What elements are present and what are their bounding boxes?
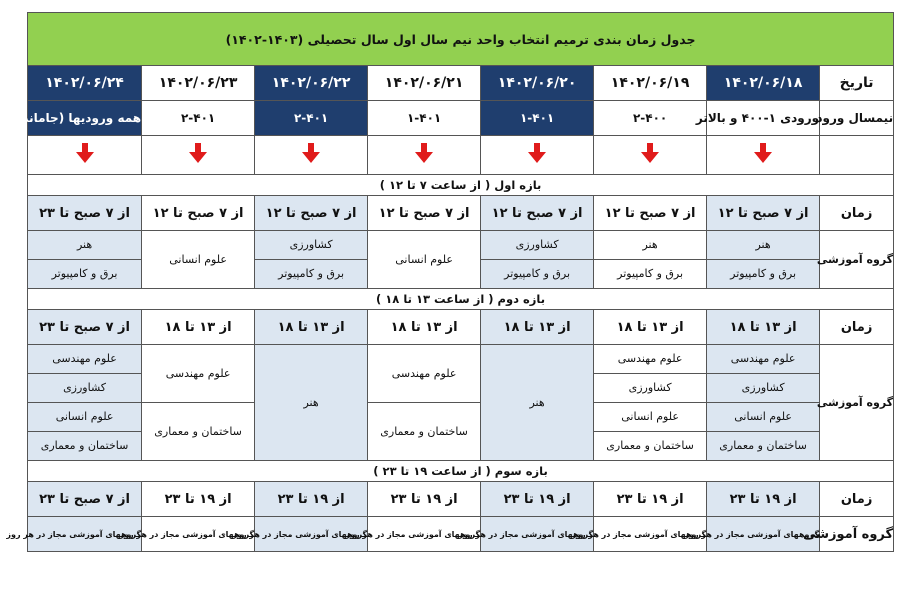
title-row [28,13,894,66]
date-cell: ۱۴۰۲/۰۶/۱۹ [594,66,707,101]
group-item: علوم مهندسی [28,345,141,374]
group-item: ساختمان و معماری [380,425,468,438]
group-cell: گروههای آموزشی مجاز در هر روز [255,517,368,552]
group-cell: گروههای آموزشی مجاز در هر روز [594,517,707,552]
date-header: تاریخ [820,66,894,101]
group-item: کشاورزی [481,231,593,260]
group-item: علوم مهندسی [707,345,819,374]
time-cell: از ۱۹ تا ۲۳ [481,482,594,517]
group-cell [28,231,142,289]
group-cell: هنر [481,345,594,461]
group-cell: گروههای آموزشی مجاز در هر روز [368,517,481,552]
group-item: علوم انسانی [707,403,819,432]
period-2-group-row [28,345,894,461]
group-item: علوم انسانی [28,403,141,432]
group-item: کشاورزی [28,374,141,403]
group-item: علوم مهندسی [368,345,480,403]
date-cell: ۱۴۰۲/۰۶/۲۱ [368,66,481,101]
entry-cell: ۲-۴۰۱ [142,101,255,136]
entry-cell: ورودی ۱-۴۰۰ و بالاتر [707,101,820,136]
time-cell: از ۷ صبح تا ۱۲ [594,196,707,231]
group-header: گروه آموزشی [820,231,894,289]
group-cell [707,231,820,289]
group-cell: گروههای آموزشی مجاز در هر روز [142,517,255,552]
time-cell: از ۱۹ تا ۲۳ [707,482,820,517]
group-item: هنر [28,231,141,260]
time-cell: از ۱۳ تا ۱۸ [368,310,481,345]
group-header: گروه آموزشی [820,345,894,461]
entry-header: نیمسال ورود [820,101,894,136]
date-cell: ۱۴۰۲/۰۶/۲۲ [255,66,368,101]
down-arrow-icon [142,136,255,175]
time-cell: از ۱۹ تا ۲۳ [142,482,255,517]
table-title: جدول زمان بندی ترمیم انتخاب واحد نیم سال اول سال تحصیلی (۱۴۰۳-۱۴۰۲) [28,13,894,66]
group-cell: علوم انسانی [142,231,255,289]
down-arrow-icon [368,136,481,175]
group-item: علوم انسانی [594,403,706,432]
group-item: برق و کامپیوتر [51,267,118,280]
date-cell: ۱۴۰۲/۰۶/۲۳ [142,66,255,101]
arrow-header-empty [820,136,894,175]
period-3-label: بازه سوم ( از ساعت ۱۹ تا ۲۳ ) [28,461,894,482]
group-cell: گروههای آموزشی مجاز در هر روز [707,517,820,552]
time-cell: از ۱۳ تا ۱۸ [255,310,368,345]
entry-cell: ۱-۴۰۱ [481,101,594,136]
entry-cell: ۱-۴۰۱ [368,101,481,136]
time-cell: از ۱۳ تا ۱۸ [142,310,255,345]
period-1-time-row [28,196,894,231]
period-1-label: بازه اول ( از ساعت ۷ تا ۱۲ ) [28,175,894,196]
time-cell: از ۷ صبح تا ۱۲ [481,196,594,231]
period-1-row [28,175,894,196]
group-item: برق و کامپیوتر [504,267,571,280]
date-cell: ۱۴۰۲/۰۶/۲۰ [481,66,594,101]
time-header: زمان [820,482,894,517]
time-cell: از ۷ صبح تا ۲۳ [28,310,142,345]
group-cell [707,345,820,461]
group-item: برق و کامپیوتر [617,267,684,280]
down-arrow-icon [481,136,594,175]
period-2-label: بازه دوم ( از ساعت ۱۳ تا ۱۸ ) [28,289,894,310]
entry-cell: همه ورودیها (جامانده) [28,101,142,136]
time-cell: از ۷ صبح تا ۲۳ [28,196,142,231]
time-cell: از ۱۹ تا ۲۳ [368,482,481,517]
time-cell: از ۱۹ تا ۲۳ [255,482,368,517]
group-cell [594,345,707,461]
time-header: زمان [820,196,894,231]
entry-cell: ۲-۴۰۰ [594,101,707,136]
group-cell [368,345,481,461]
time-cell: از ۱۳ تا ۱۸ [594,310,707,345]
group-item: کشاورزی [594,374,706,403]
group-cell: گروههای آموزشی مجاز در هر روز [481,517,594,552]
time-cell: از ۷ صبح تا ۱۲ [142,196,255,231]
group-cell: علوم انسانی [368,231,481,289]
group-cell [255,231,368,289]
date-cell: ۱۴۰۲/۰۶/۱۸ [707,66,820,101]
group-cell [28,345,142,461]
schedule-table [6,12,894,552]
group-cell [142,345,255,461]
date-cell: ۱۴۰۲/۰۶/۲۴ [28,66,142,101]
time-cell: از ۱۳ تا ۱۸ [707,310,820,345]
down-arrow-icon [255,136,368,175]
time-cell: از ۱۳ تا ۱۸ [481,310,594,345]
entry-row [28,101,894,136]
down-arrow-icon [594,136,707,175]
group-item: هنر [594,231,706,260]
time-header: زمان [820,310,894,345]
period-3-time-row [28,482,894,517]
date-row [28,66,894,101]
time-cell: از ۷ صبح تا ۲۳ [28,482,142,517]
time-cell: از ۷ صبح تا ۱۲ [368,196,481,231]
group-item: هنر [707,231,819,260]
period-1-group-row [28,231,894,289]
entry-cell: ۲-۴۰۱ [255,101,368,136]
time-cell: از ۷ صبح تا ۱۲ [255,196,368,231]
down-arrow-icon [707,136,820,175]
period-3-row [28,461,894,482]
group-item: کشاورزی [707,374,819,403]
group-header: گروه آموزشی [820,517,894,552]
group-item: کشاورزی [255,231,367,260]
group-cell [481,231,594,289]
group-item: ساختمان و معماری [606,439,694,452]
down-arrow-icon [28,136,142,175]
group-item: برق و کامپیوتر [278,267,345,280]
time-cell: از ۷ صبح تا ۱۲ [707,196,820,231]
group-item: ساختمان و معماری [154,425,242,438]
group-item: برق و کامپیوتر [730,267,797,280]
group-item: ساختمان و معماری [40,439,129,452]
period-2-row [28,289,894,310]
group-cell: هنر [255,345,368,461]
schedule-document [6,12,894,552]
group-cell [594,231,707,289]
group-item: علوم مهندسی [142,345,254,403]
arrow-row [28,136,894,175]
group-item: ساختمان و معماری [719,439,807,452]
group-cell: گروههای آموزشی مجاز در هر روز [28,517,142,552]
time-cell: از ۱۹ تا ۲۳ [594,482,707,517]
group-item: علوم مهندسی [594,345,706,374]
period-2-time-row [28,310,894,345]
period-3-group-row [28,517,894,552]
